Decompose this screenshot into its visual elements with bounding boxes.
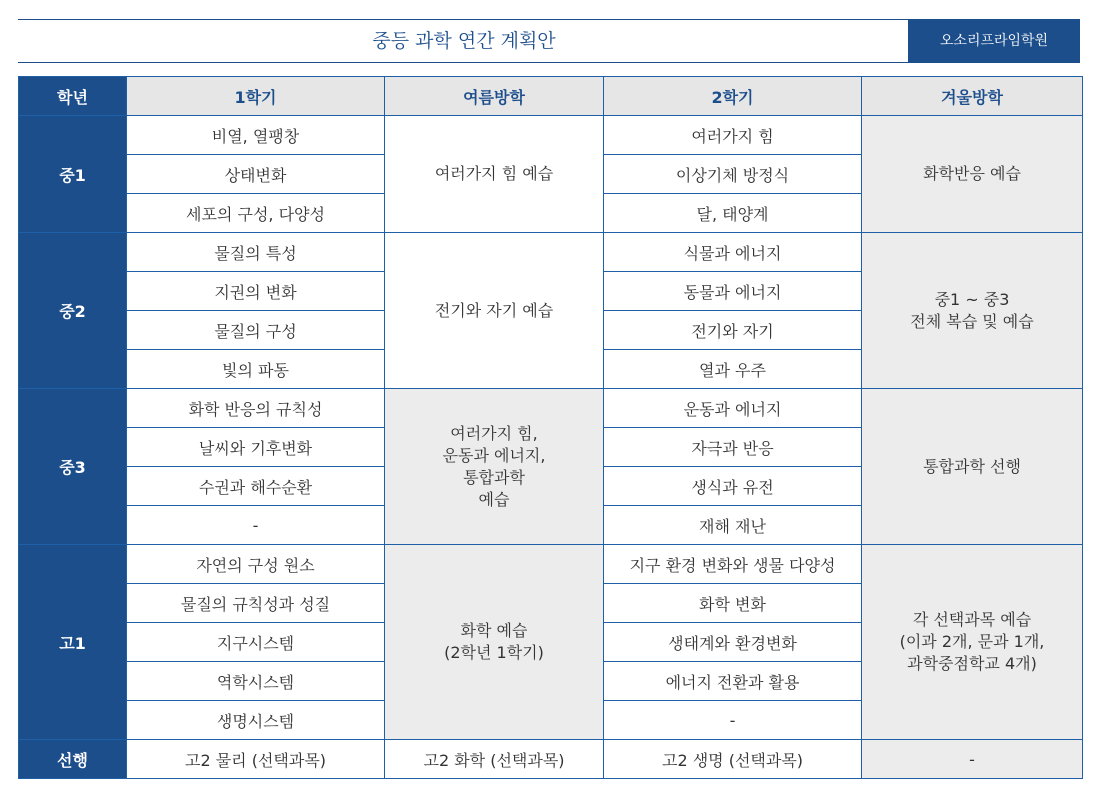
sem2-topic: 에너지 전환과 활용 xyxy=(604,662,862,701)
column-header-sem2: 2학기 xyxy=(604,77,862,116)
sem2-topic: 식물과 에너지 xyxy=(604,233,862,272)
winter-plan: - xyxy=(862,740,1083,779)
sem2-topic: 화학 변화 xyxy=(604,584,862,623)
grade-label: 중2 xyxy=(19,233,127,389)
sem1-topic: 지권의 변화 xyxy=(127,272,385,311)
winter-plan-line: 중1 ~ 중3 xyxy=(934,289,1010,309)
summer-plan: 고2 화학 (선택과목) xyxy=(385,740,604,779)
table-header-row xyxy=(19,77,1083,116)
sem1-topic: 물질의 특성 xyxy=(127,233,385,272)
summer-plan: 여러가지 힘 예습 xyxy=(385,116,604,233)
annual-plan-table xyxy=(18,76,1083,779)
sem2-topic: 달, 태양계 xyxy=(604,194,862,233)
winter-plan: 화학반응 예습 xyxy=(862,116,1083,233)
winter-plan-line: 전체 복습 및 예습 xyxy=(910,311,1034,331)
sem2-topic: 자극과 반응 xyxy=(604,428,862,467)
column-header-winter: 겨울방학 xyxy=(862,77,1083,116)
sem2-topic: 생식과 유전 xyxy=(604,467,862,506)
sem2-topic: 여러가지 힘 xyxy=(604,116,862,155)
column-header-sem1: 1학기 xyxy=(127,77,385,116)
sem1-topic: - xyxy=(127,506,385,545)
winter-plan-line: 각 선택과목 예습 xyxy=(912,610,1032,629)
summer-plan: 전기와 자기 예습 xyxy=(385,233,604,389)
summer-plan xyxy=(385,545,604,740)
sem1-topic: 물질의 구성 xyxy=(127,311,385,350)
grade-label: 중3 xyxy=(19,389,127,545)
sem2-topic: - xyxy=(604,701,862,740)
sem2-topic: 지구 환경 변화와 생물 다양성 xyxy=(604,545,862,584)
sem1-topic: 고2 물리 (선택과목) xyxy=(127,740,385,779)
column-header-grade: 학년 xyxy=(19,77,127,116)
sem1-topic: 화학 반응의 규칙성 xyxy=(127,389,385,428)
sem1-topic: 비열, 열팽창 xyxy=(127,116,385,155)
sem2-topic: 재해 재난 xyxy=(604,506,862,545)
sem2-topic: 고2 생명 (선택과목) xyxy=(604,740,862,779)
page-title: 중등 과학 연간 계획안 xyxy=(372,30,556,52)
sem1-topic: 세포의 구성, 다양성 xyxy=(127,194,385,233)
grade-label: 중1 xyxy=(19,116,127,233)
sem2-topic: 동물과 에너지 xyxy=(604,272,862,311)
summer-plan-line: 화학 예습 xyxy=(460,621,528,640)
summer-plan-line: 통합과학 xyxy=(463,467,525,487)
winter-plan: 통합과학 선행 xyxy=(862,389,1083,545)
sem1-topic: 생명시스템 xyxy=(127,701,385,740)
winter-plan-line: (이과 2개, 문과 1개, xyxy=(899,632,1045,651)
table-row xyxy=(19,545,1083,584)
winter-plan xyxy=(862,545,1083,740)
grade-label: 고1 xyxy=(19,545,127,740)
summer-plan-line: 여러가지 힘, xyxy=(450,423,538,443)
sem1-topic: 역학시스템 xyxy=(127,662,385,701)
sem2-topic: 생태계와 환경변화 xyxy=(604,623,862,662)
academy-badge: 오소리프라임학원 xyxy=(908,20,1080,62)
sem1-topic: 물질의 규칙성과 성질 xyxy=(127,584,385,623)
column-header-summer: 여름방학 xyxy=(385,77,604,116)
sem1-topic: 상태변화 xyxy=(127,155,385,194)
table-row xyxy=(19,740,1083,779)
summer-plan xyxy=(385,389,604,545)
title-bar xyxy=(18,19,1080,63)
sem1-topic: 자연의 구성 원소 xyxy=(127,545,385,584)
summer-plan-line: (2학년 1학기) xyxy=(444,643,544,662)
sem1-topic: 수권과 해수순환 xyxy=(127,467,385,506)
table-row xyxy=(19,233,1083,272)
sem2-topic: 운동과 에너지 xyxy=(604,389,862,428)
grade-label: 선행 xyxy=(19,740,127,779)
summer-plan-line: 운동과 에너지, xyxy=(442,445,546,465)
sem2-topic: 전기와 자기 xyxy=(604,311,862,350)
summer-plan-line: 예습 xyxy=(478,489,510,509)
winter-plan xyxy=(862,233,1083,389)
winter-plan-line: 과학중점학교 4개) xyxy=(907,654,1037,673)
sem1-topic: 날씨와 기후변화 xyxy=(127,428,385,467)
table-row xyxy=(19,389,1083,428)
sem1-topic: 빛의 파동 xyxy=(127,350,385,389)
sem1-topic: 지구시스템 xyxy=(127,623,385,662)
sem2-topic: 이상기체 방정식 xyxy=(604,155,862,194)
table-row xyxy=(19,116,1083,155)
sem2-topic: 열과 우주 xyxy=(604,350,862,389)
